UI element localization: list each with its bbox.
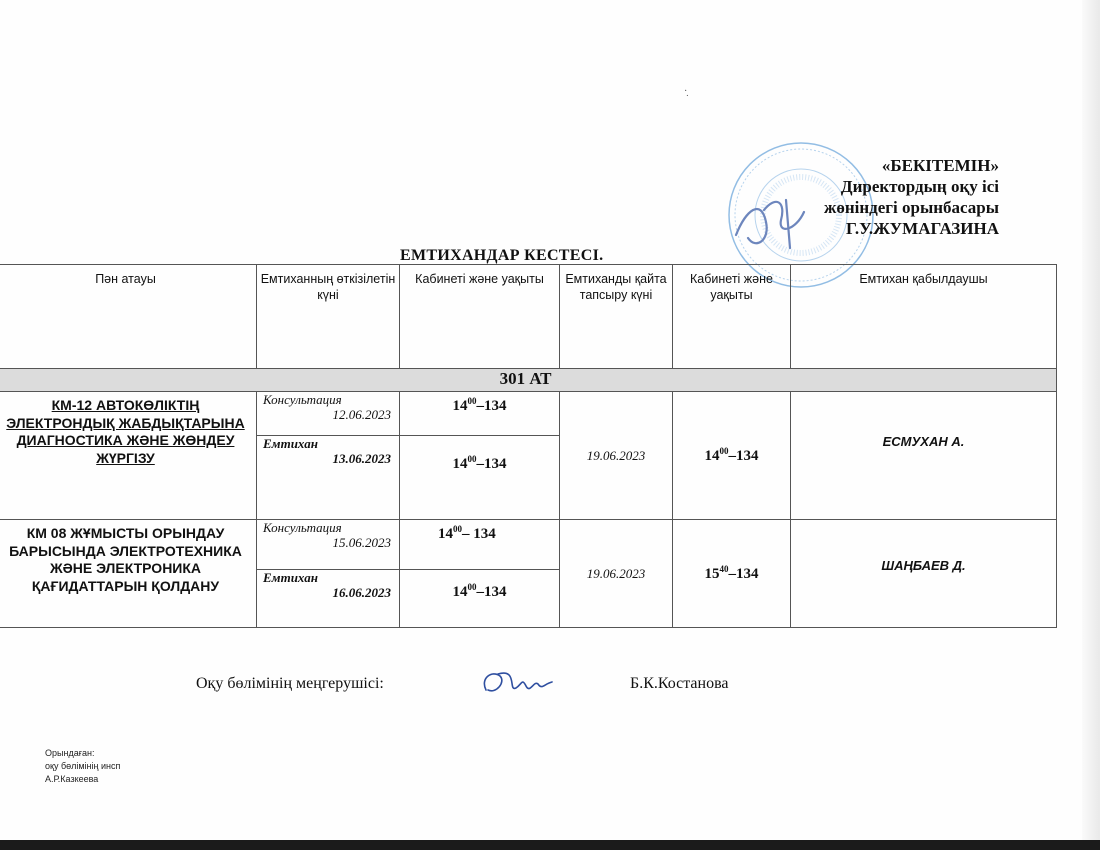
retake-time xyxy=(673,520,791,628)
retake-time xyxy=(673,392,791,520)
consultation-label: Консультация xyxy=(263,392,342,407)
consultation-date: 15.06.2023 xyxy=(332,535,391,550)
group-label: 301 АТ xyxy=(0,369,1057,392)
retake-date: 19.06.2023 xyxy=(560,392,673,520)
exam-label: Емтихан xyxy=(263,570,318,585)
room-number: –134 xyxy=(728,448,759,464)
exam-label: Емтихан xyxy=(263,436,318,452)
executor-position: оқу бөлімінің инсп xyxy=(45,761,121,771)
exam-date: 16.06.2023 xyxy=(332,585,391,600)
document-title: ЕМТИХАНДАР КЕСТЕСІ. xyxy=(400,247,604,264)
time-hour: 14 xyxy=(452,398,468,414)
head-of-department-name: Б.К.Костанова xyxy=(630,675,729,692)
room-number: –134 xyxy=(728,566,759,582)
exam-schedule-table xyxy=(0,264,1057,628)
approval-position-1: Директордың оқу ісі xyxy=(840,177,999,196)
exam-time xyxy=(400,570,560,628)
executor-name: А.Р.Казкеева xyxy=(45,774,99,784)
subject-name xyxy=(0,520,257,628)
consultation-cell xyxy=(257,392,400,436)
header-exam-date: Емтиханның өткізілетін күні xyxy=(257,265,400,369)
approval-position-2: жөніндегі орынбасары xyxy=(824,198,999,217)
exam-time xyxy=(400,436,560,520)
consultation-cell xyxy=(257,520,400,570)
time-hour: 14 xyxy=(704,448,720,464)
header-room-time-2: Кабинеті және уақыты xyxy=(673,265,791,369)
examiner-name: ШАҢБАЕВ Д. xyxy=(791,520,1057,628)
header-subject: Пән атауы xyxy=(0,265,257,369)
time-minute: 00 xyxy=(453,524,462,534)
time-minute: 00 xyxy=(467,396,477,406)
examiner-name: ЕСМУХАН А. xyxy=(791,392,1057,520)
room-number: – 134 xyxy=(462,526,496,542)
scan-edge-right xyxy=(1082,0,1100,850)
time-hour: 14 xyxy=(438,526,453,542)
time-hour: 15 xyxy=(704,566,720,582)
subject-line: БАРЫСЫНДА ЭЛЕКТРОТЕХНИКА xyxy=(9,542,242,559)
table-row xyxy=(0,392,1057,436)
executor-label: Орындаған: xyxy=(45,748,95,758)
subject-line: ЖӘНЕ ЭЛЕКТРОНИКА xyxy=(49,560,202,576)
room-number: –134 xyxy=(476,456,507,473)
subject-line: КМ 08 ЖҰМЫСТЫ ОРЫНДАУ xyxy=(26,525,225,541)
consultation-date: 12.06.2023 xyxy=(332,407,391,422)
exam-cell xyxy=(257,570,400,628)
time-minute: 00 xyxy=(467,454,477,465)
table-row xyxy=(0,520,1057,570)
handwritten-signature xyxy=(478,664,558,704)
header-examiner: Емтихан қабылдаушы xyxy=(791,265,1057,369)
time-minute: 00 xyxy=(467,582,477,592)
group-row xyxy=(0,369,1057,392)
exam-cell xyxy=(257,436,400,520)
room-number: –134 xyxy=(476,398,507,414)
time-hour: 14 xyxy=(452,584,468,600)
subject-name: КМ-12 АВТОКӨЛІКТІҢ ЭЛЕКТРОНДЫҚ ЖАБДЫҚТАРЫНА ДИАГНОСТИКА ЖӘНЕ ЖӨНДЕУ ЖҮРГІЗУ xyxy=(0,392,257,520)
exam-date: 13.06.2023 xyxy=(332,451,391,467)
approval-block xyxy=(824,155,999,239)
scan-speck: ·̣ xyxy=(684,86,688,97)
room-number: –134 xyxy=(476,584,507,600)
time-hour: 14 xyxy=(452,456,468,473)
approval-name: Г.У.ЖУМАГАЗИНА xyxy=(846,219,999,238)
consultation-time xyxy=(400,392,560,436)
head-of-department-label: Оқу бөлімінің меңгерушісі: xyxy=(196,675,384,692)
consultation-label: Консультация xyxy=(263,520,342,535)
header-row xyxy=(0,265,1057,369)
subject-line: ҚАҒИДАТТАРЫН ҚОЛДАНУ xyxy=(31,577,220,594)
consultation-time xyxy=(400,520,560,570)
executor-block xyxy=(45,747,120,786)
header-room-time: Кабинеті және уақыты xyxy=(400,265,560,369)
retake-date: 19.06.2023 xyxy=(560,520,673,628)
approval-heading: «БЕКІТЕМІН» xyxy=(881,156,999,175)
header-retake-date: Емтиханды қайта тапсыру күні xyxy=(560,265,673,369)
scan-edge-bottom xyxy=(0,840,1100,850)
time-minute: 00 xyxy=(719,446,729,456)
time-minute: 40 xyxy=(719,564,729,574)
